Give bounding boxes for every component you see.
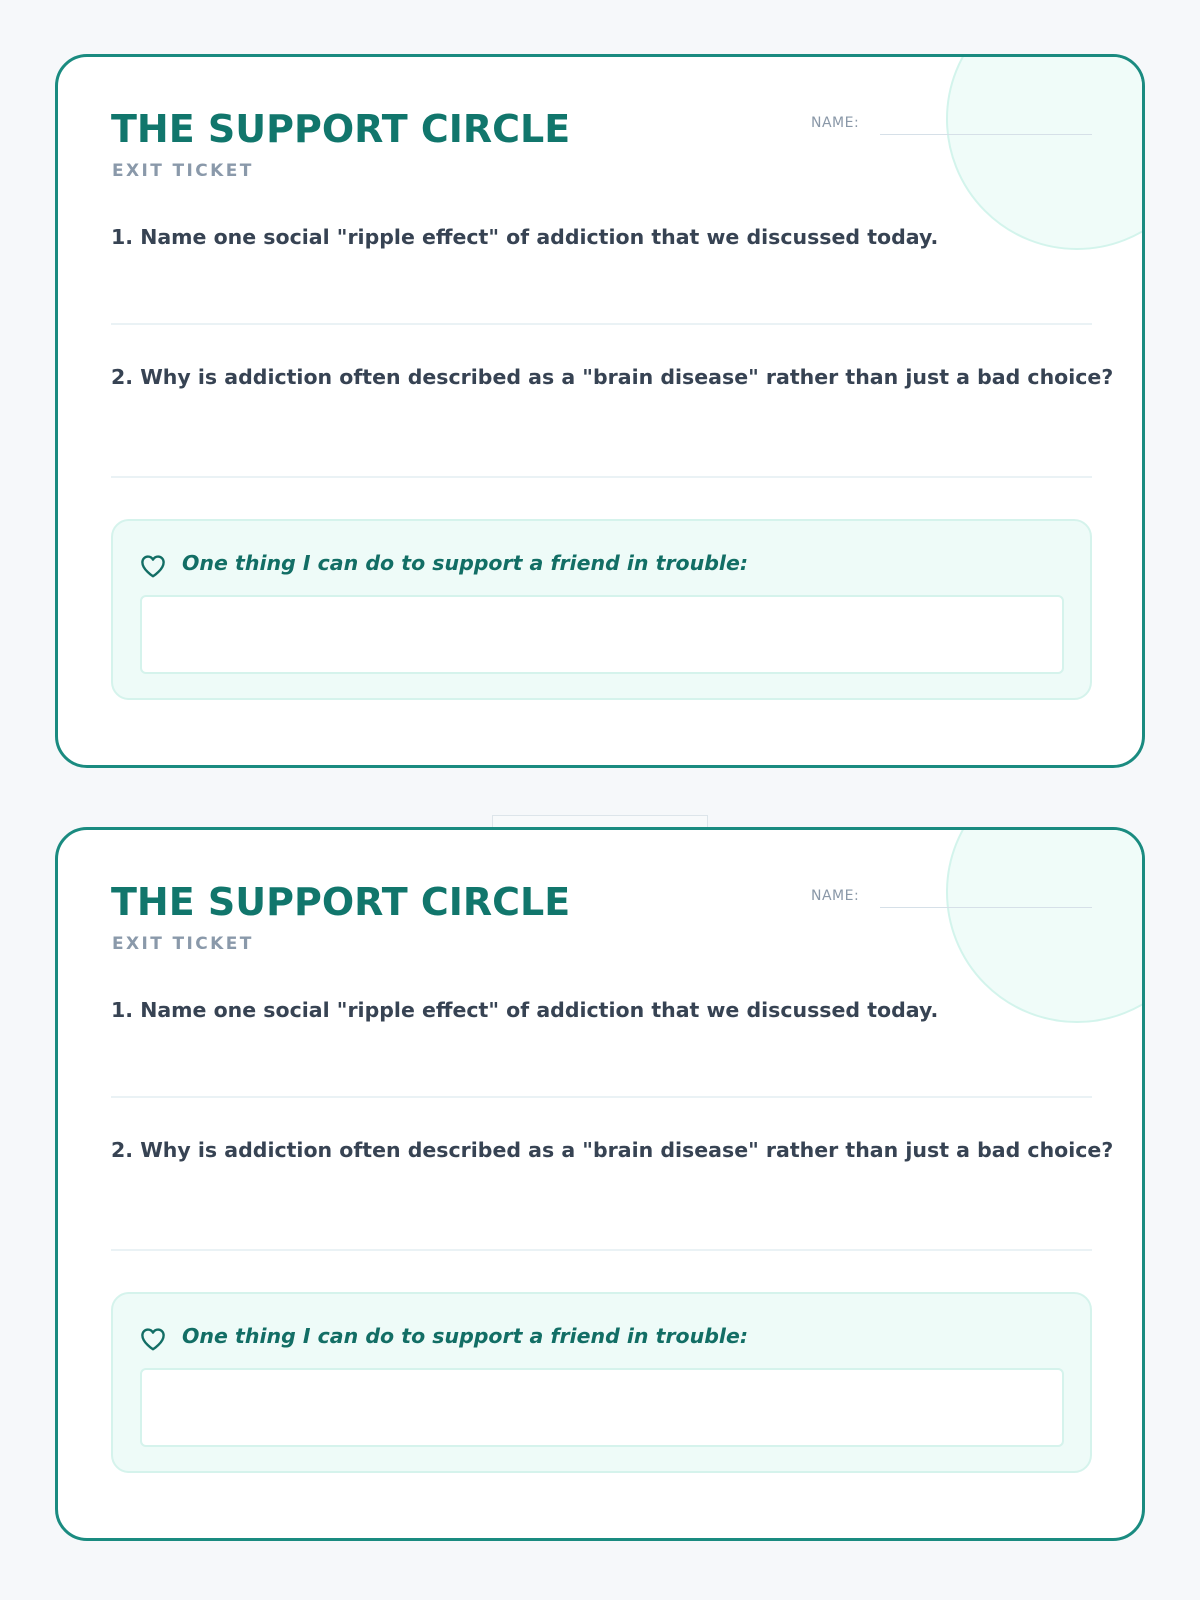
support-prompt: One thing I can do to support a friend in trouble: <box>182 551 749 575</box>
support-answer-field[interactable] <box>140 1368 1064 1447</box>
name-field-line[interactable] <box>880 907 1092 908</box>
answer-line-2[interactable] <box>111 476 1092 478</box>
ticket-title: THE SUPPORT CIRCLE <box>111 107 571 151</box>
answer-line-1[interactable] <box>111 323 1092 325</box>
support-box <box>111 1292 1092 1473</box>
question-2: 2. Why is addiction often described as a "brain disease" rather than just a bad choice? <box>111 1138 1114 1162</box>
ticket-subtitle: EXIT TICKET <box>112 161 254 181</box>
question-1: 1. Name one social "ripple effect" of addiction that we discussed today. <box>111 998 939 1022</box>
answer-line-1[interactable] <box>111 1096 1092 1098</box>
decorative-circle <box>946 54 1145 250</box>
support-answer-field[interactable] <box>140 595 1064 674</box>
name-field-line[interactable] <box>880 134 1092 135</box>
answer-line-2[interactable] <box>111 1249 1092 1251</box>
question-1: 1. Name one social "ripple effect" of addiction that we discussed today. <box>111 225 939 249</box>
decorative-circle <box>946 827 1145 1023</box>
name-label: NAME: <box>811 115 860 131</box>
heart-icon <box>140 1327 166 1351</box>
question-2: 2. Why is addiction often described as a "brain disease" rather than just a bad choice? <box>111 365 1114 389</box>
ticket-subtitle: EXIT TICKET <box>112 934 254 954</box>
support-box <box>111 519 1092 700</box>
exit-ticket-card <box>55 54 1145 768</box>
name-label: NAME: <box>811 888 860 904</box>
support-prompt: One thing I can do to support a friend in trouble: <box>182 1324 749 1348</box>
exit-ticket-card <box>55 827 1145 1541</box>
heart-icon <box>140 554 166 578</box>
ticket-title: THE SUPPORT CIRCLE <box>111 880 571 924</box>
